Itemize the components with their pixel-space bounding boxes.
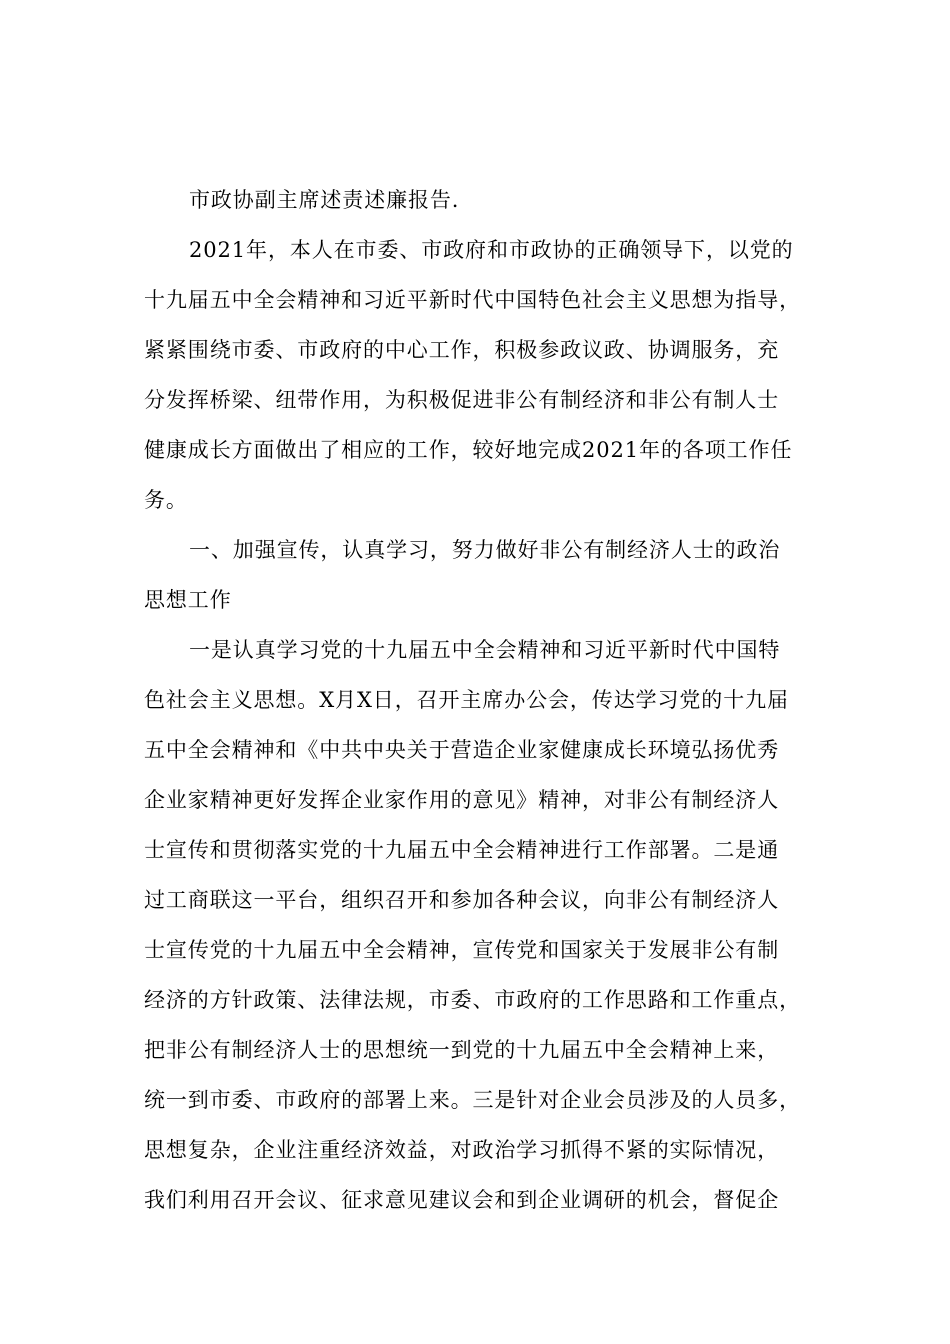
document-title: 市政协副主席述责述廉报告. [189,188,460,212]
paragraph-line: 士宣传党的十九届五中全会精神，宣传党和国家关于发展非公有制 [144,938,780,962]
paragraph-line: 士宣传和贯彻落实党的十九届五中全会精神进行工作部署。二是通 [144,838,780,862]
paragraph-line: 务。 [144,488,188,512]
paragraph-line: 一是认真学习党的十九届五中全会精神和习近平新时代中国特 [189,638,781,662]
paragraph-line: 紧紧围绕市委、市政府的中心工作，积极参政议政、协调服务，充 [144,338,780,362]
paragraph-line: 我们利用召开会议、征求意见建议会和到企业调研的机会，督促企 [144,1188,780,1212]
paragraph-line: 色社会主义思想。X月X日，召开主席办公会，传达学习党的十九届 [144,688,789,712]
paragraph-line: 把非公有制经济人士的思想统一到党的十九届五中全会精神上来， [144,1038,780,1062]
paragraph-line: 2021年，本人在市委、市政府和市政协的正确领导下，以党的 [189,238,794,262]
paragraph-line: 统一到市委、市政府的部署上来。三是针对企业会员涉及的人员多， [144,1088,801,1112]
section-heading-line: 一、加强宣传，认真学习，努力做好非公有制经济人士的政治 [189,538,781,562]
paragraph-line: 过工商联这一平台，组织召开和参加各种会议，向非公有制经济人 [144,888,780,912]
paragraph-line: 经济的方针政策、法律法规，市委、市政府的工作思路和工作重点， [144,988,801,1012]
paragraph-line: 思想复杂，企业注重经济效益，对政治学习抓得不紧的实际情况， [144,1138,780,1162]
paragraph-line: 分发挥桥梁、纽带作用，为积极促进非公有制经济和非公有制人士 [144,388,780,412]
paragraph-line: 健康成长方面做出了相应的工作，较好地完成2021年的各项工作任 [144,438,793,462]
paragraph-line: 十九届五中全会精神和习近平新时代中国特色社会主义思想为指导， [144,288,801,312]
paragraph-line: 五中全会精神和《中共中央关于营造企业家健康成长环境弘扬优秀 [144,738,780,762]
section-heading-line: 思想工作 [144,588,232,612]
paragraph-line: 企业家精神更好发挥企业家作用的意见》精神，对非公有制经济人 [144,788,780,812]
